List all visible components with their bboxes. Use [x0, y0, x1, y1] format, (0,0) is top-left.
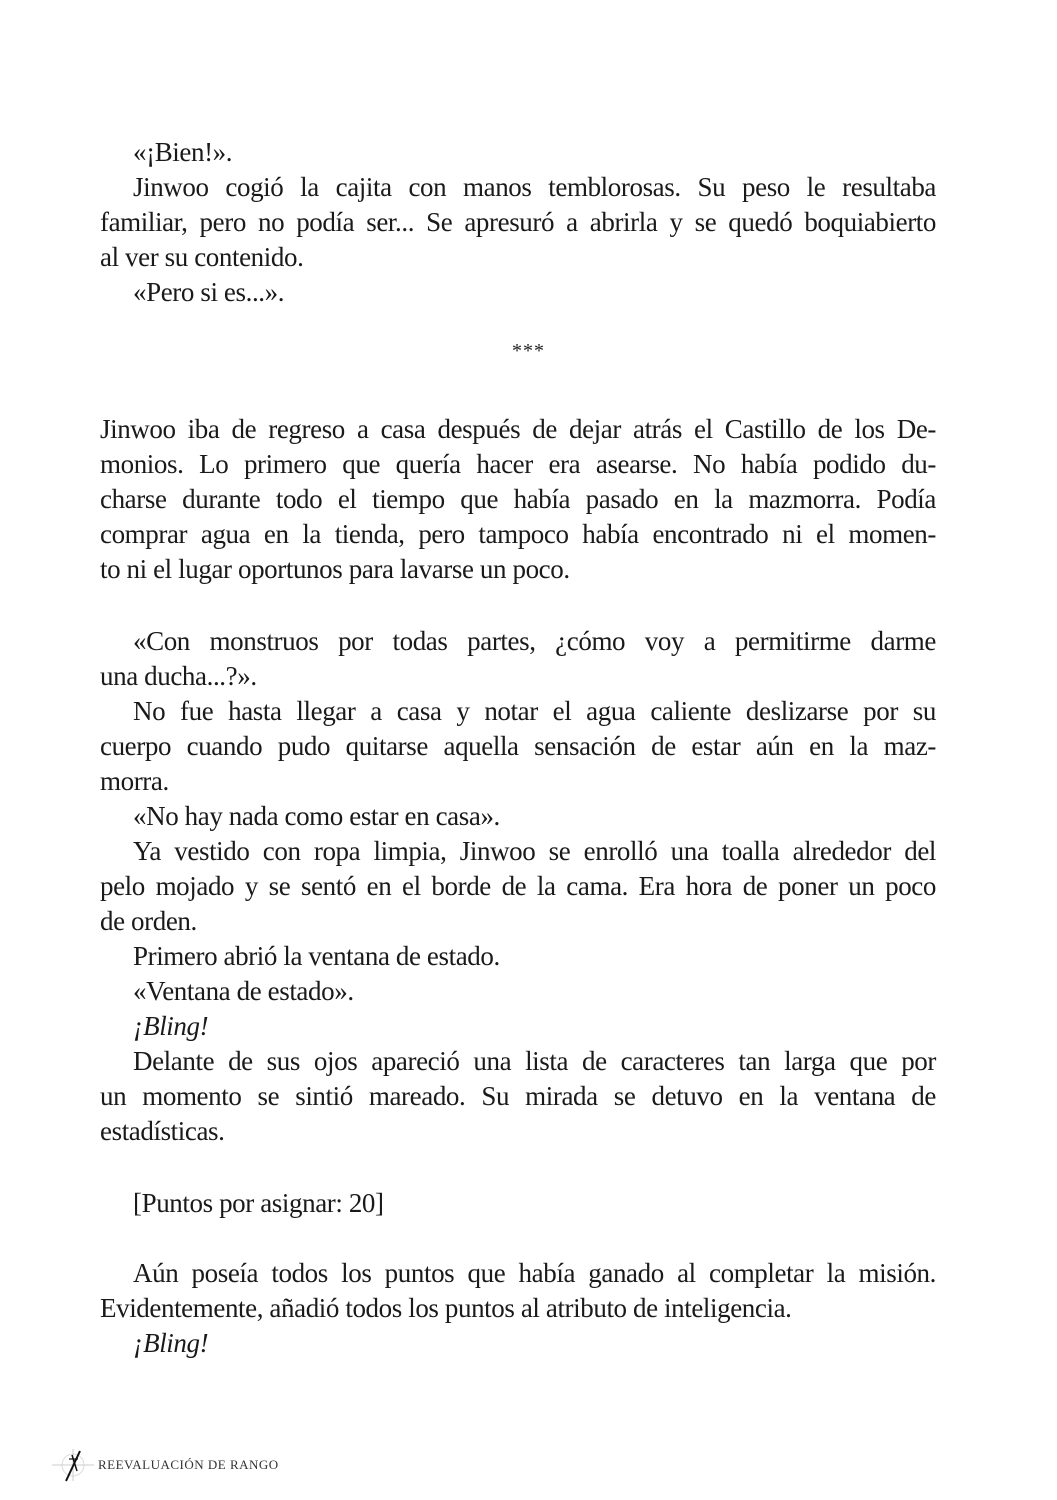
text-line: cuerpo cuando pudo quitarse aquella sensación de estar aún en la maz- — [100, 731, 936, 761]
running-title: REEVALUACIÓN DE RANGO — [98, 1457, 279, 1472]
sound-effect-line: ¡Bling! — [133, 1328, 209, 1358]
page-footer — [50, 1445, 279, 1485]
text-line: Evidentemente, añadió todos los puntos al atributo de inteligencia. — [100, 1293, 792, 1323]
text-line: morra. — [100, 766, 169, 796]
crossed-sword-compass-icon — [50, 1445, 96, 1485]
text-line: «Ventana de estado». — [133, 976, 354, 1006]
text-line: pelo mojado y se sentó en el borde de la cama. Era hora de poner un poco — [100, 871, 936, 901]
text-line: «Con monstruos por todas partes, ¿cómo voy a permitirme darme — [133, 626, 936, 656]
text-line: to ni el lugar oportunos para lavarse un poco. — [100, 554, 570, 584]
text-line: Jinwoo iba de regreso a casa después de dejar atrás el Castillo de los De- — [100, 414, 936, 444]
text-line: charse durante todo el tiempo que había pasado en la mazmorra. Podía — [100, 484, 936, 514]
text-line: familiar, pero no podía ser... Se apresuró a abrirla y se quedó boquiabierto — [100, 207, 936, 237]
text-line: estadísticas. — [100, 1116, 225, 1146]
text-line: una ducha...?». — [100, 661, 257, 691]
text-line: de orden. — [100, 906, 197, 936]
text-line: «¡Bien!». — [133, 137, 233, 167]
text-line: «No hay nada como estar en casa». — [133, 801, 500, 831]
text-line: No fue hasta llegar a casa y notar el agua caliente deslizarse por su — [133, 696, 936, 726]
text-line: Aún poseía todos los puntos que había ganado al completar la misión. — [133, 1258, 936, 1288]
text-line: [Puntos por asignar: 20] — [133, 1188, 384, 1218]
section-separator: *** — [512, 340, 545, 362]
text-line: «Pero si es...». — [133, 277, 285, 307]
sound-effect-line: ¡Bling! — [133, 1011, 209, 1041]
text-line: Ya vestido con ropa limpia, Jinwoo se enrolló una toalla alrededor del — [133, 836, 936, 866]
text-line: Primero abrió la ventana de estado. — [133, 941, 500, 971]
text-line: un momento se sintió mareado. Su mirada se detuvo en la ventana de — [100, 1081, 936, 1111]
text-line: comprar agua en la tienda, pero tampoco había encontrado ni el momen- — [100, 519, 936, 549]
text-line: Delante de sus ojos apareció una lista de caracteres tan larga que por — [133, 1046, 936, 1076]
text-line: monios. Lo primero que quería hacer era asearse. No había podido du- — [100, 449, 936, 479]
text-line: al ver su contenido. — [100, 242, 304, 272]
text-line: Jinwoo cogió la cajita con manos temblorosas. Su peso le resultaba — [133, 172, 936, 202]
